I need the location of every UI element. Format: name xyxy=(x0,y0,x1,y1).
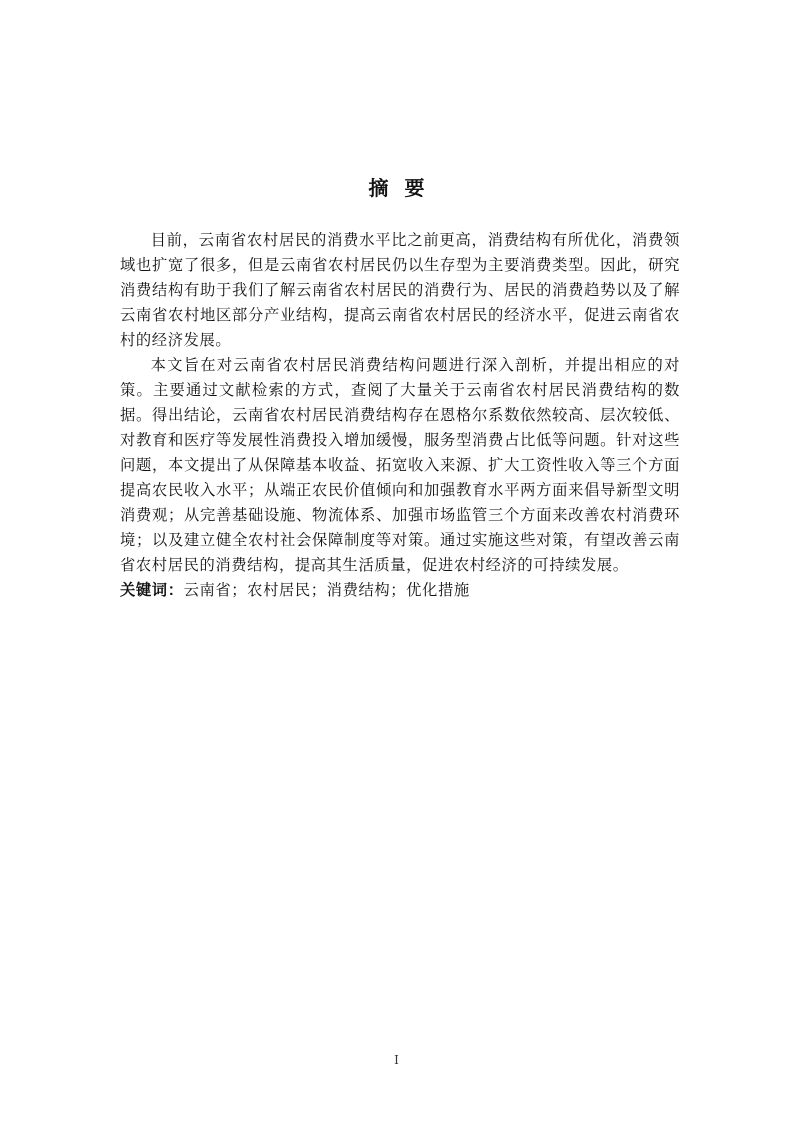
abstract-paragraph-1: 目前，云南省农村居民的消费水平比之前更高，消费结构有所优化，消费领域也扩宽了很多，但是云南省农村居民仍以生存型为主要消费类型。因此，研究消费结构有助于我们了解云南省农村居民的消费行为、居民的消费趋势以及了解云南省农村地区部分产业结构，提高云南省农村居民的经济水平，促进云南省农村的经济发展。 xyxy=(120,231,680,349)
abstract-paragraph-2: 本文旨在对云南省农村居民消费结构问题进行深入剖析，并提出相应的对策。主要通过文献检索的方式，查阅了大量关于云南省农村居民消费结构的数据。得出结论，云南省农村居民消费结构存在恩格尔系数依然较高、层次较低、对教育和医疗等发展性消费投入增加缓慢，服务型消费占比低等问题。针对这些问题，本文提出了从保障基本收益、拓宽收入来源、扩大工资性收入等三个方面提高农民收入水平；从端正农民价值倾向和加强教育水平两方面来倡导新型文明消费观；从完善基础设施、物流体系、加强市场监管三个方面来改善农村消费环境；以及建立健全农村社会保障制度等对策。通过实施这些对策，有望改善云南省农村居民的消费结构，提高其生活质量，促进农村经济的可持续发展。 xyxy=(120,356,680,574)
abstract-title: 摘要 xyxy=(368,176,441,200)
abstract-body xyxy=(120,228,680,603)
keywords-label: 关键词： xyxy=(120,581,184,599)
keywords-line xyxy=(120,578,680,603)
page-number: I xyxy=(394,1053,399,1067)
keywords-value: 云南省；农村居民；消费结构；优化措施 xyxy=(183,581,470,599)
